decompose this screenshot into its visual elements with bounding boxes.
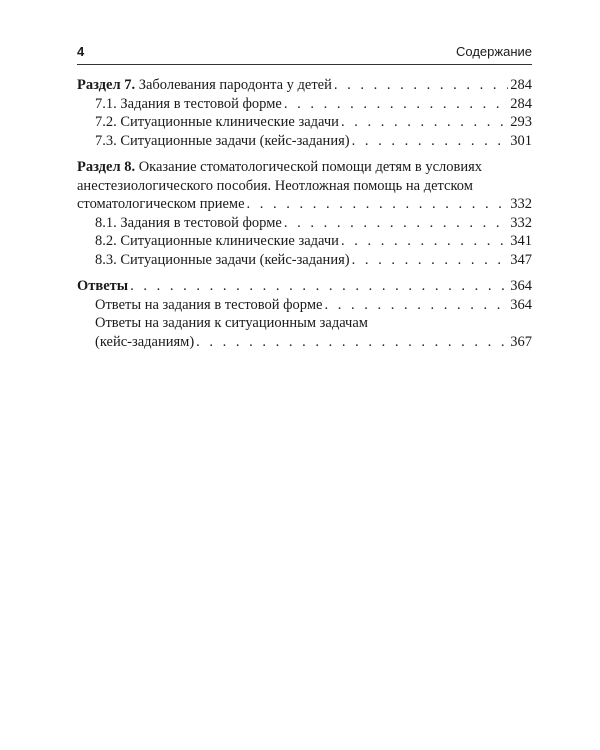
entry-title: 8.1. Задания в тестовой форме — [95, 214, 282, 231]
section-title-line-2: анестезиологического пособия. Неотложная помощь на детском — [77, 177, 473, 194]
toc-section-7 — [77, 76, 532, 150]
toc-entry[interactable] — [77, 214, 532, 233]
leader-dots — [341, 232, 508, 251]
leader-dots — [284, 95, 508, 114]
toc-entry[interactable] — [77, 195, 532, 214]
leader-dots — [352, 132, 509, 151]
toc-entry[interactable] — [77, 333, 532, 352]
toc-entry[interactable] — [77, 132, 532, 151]
section-title-line-3: стоматологическом приеме — [77, 196, 245, 212]
entry-title: 8.2. Ситуационные клинические задачи — [95, 233, 339, 249]
table-of-contents — [77, 76, 532, 359]
toc-entry[interactable] — [77, 95, 532, 114]
leader-dots — [130, 277, 508, 296]
toc-entry[interactable] — [77, 296, 532, 315]
page-ref: 284 — [510, 77, 532, 93]
page-ref: 341 — [510, 233, 532, 249]
entry-title-line-2: (кейс-заданиям) — [95, 333, 195, 350]
header-title: Содержание — [456, 44, 532, 59]
toc-entry[interactable] — [77, 76, 532, 95]
leader-dots — [247, 195, 509, 214]
section-label: Раздел 8. — [77, 159, 136, 175]
leader-dots — [324, 296, 508, 315]
leader-dots — [352, 251, 509, 270]
toc-entry[interactable] — [77, 277, 532, 296]
entry-title: 7.1. Задания в тестовой форме — [95, 95, 282, 112]
page-ref: 284 — [510, 95, 532, 112]
entry-title: 8.3. Ситуационные задачи (кейс-задания) — [95, 251, 350, 268]
toc-entry[interactable] — [77, 232, 532, 251]
page-ref: 347 — [510, 251, 532, 268]
page-ref: 367 — [510, 333, 532, 350]
toc-entry[interactable] — [77, 113, 532, 132]
entry-title: Ответы на задания в тестовой форме — [95, 296, 323, 313]
entry-title: 7.2. Ситуационные клинические задачи — [95, 114, 339, 130]
page-ref: 364 — [510, 296, 532, 313]
leader-dots — [334, 76, 508, 95]
section-title-line-1: Оказание стоматологической помощи детям в условиях — [138, 159, 483, 175]
toc-section-8 — [77, 158, 532, 269]
entry-title-line-1: Ответы на задания к ситуационным задачам — [95, 315, 368, 331]
page-ref: 293 — [510, 114, 532, 130]
leader-dots — [284, 214, 508, 233]
page-number: 4 — [77, 44, 85, 59]
toc-section-answers — [77, 277, 532, 351]
running-header — [77, 42, 532, 65]
leader-dots — [341, 113, 508, 132]
toc-entry[interactable] — [77, 251, 532, 270]
leader-dots — [196, 333, 508, 352]
section-title-line — [77, 158, 532, 177]
section-title: Заболевания пародонта у детей — [138, 77, 332, 93]
page-ref: 332 — [510, 214, 532, 231]
page-ref: 364 — [510, 278, 532, 294]
section-label: Раздел 7. — [77, 77, 136, 93]
entry-title: 7.3. Ситуационные задачи (кейс-задания) — [95, 132, 350, 149]
section-label: Ответы — [77, 278, 129, 294]
page-ref: 301 — [510, 132, 532, 149]
page-ref: 332 — [510, 196, 532, 212]
